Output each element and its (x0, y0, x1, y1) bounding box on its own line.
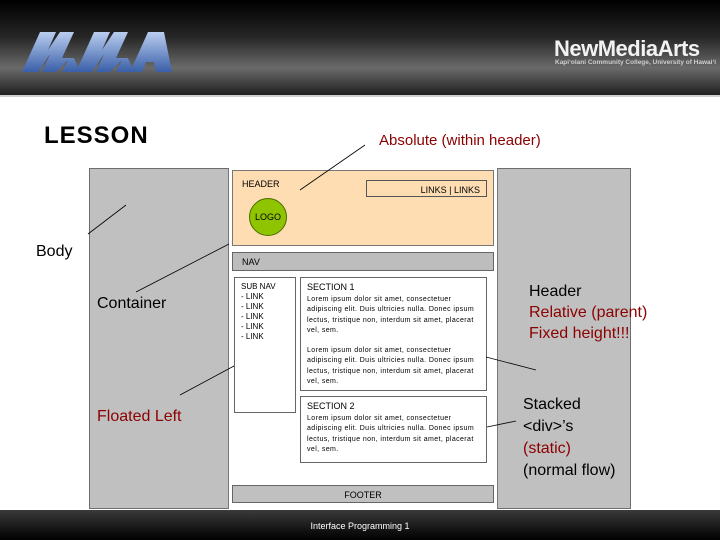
callout-container: Container (97, 295, 167, 312)
callout-stacked: Stacked (523, 396, 581, 413)
callout-floated-left: Floated Left (97, 408, 182, 425)
footer-box: FOOTER (232, 485, 494, 503)
section-1-paragraph: Lorem ipsum dolor sit amet, consectetuer adipiscing elit. Duis ultricies nulla. Donec ipsum lectus, tristique non, interdum sit amet, placerat vel, sem. (307, 346, 475, 385)
callout-body: Body (36, 243, 73, 260)
links-box[interactable]: LINKS | LINKS (366, 180, 487, 197)
subnav-link[interactable]: - LINK (241, 302, 264, 311)
subnav-link[interactable]: - LINK (241, 312, 264, 321)
brand-subtitle: Kapiʻolani Community College, University of Hawaiʻi (555, 59, 717, 66)
logo-circle: LOGO (249, 198, 287, 236)
callout-static: (static) (523, 440, 571, 457)
brand-name: NewMediaArts (554, 36, 700, 61)
callout-header-title: Header (529, 283, 582, 300)
section-1-title: SECTION 1 (307, 282, 355, 292)
callout-header-relative: Relative (parent) (529, 304, 648, 321)
subnav-link[interactable]: - LINK (241, 322, 264, 331)
callout-absolute: Absolute (within header) (379, 132, 541, 149)
section-1-paragraph: Lorem ipsum dolor sit amet, consectetuer adipiscing elit. Duis ultricies nulla. Donec ipsum lectus, tristique non, interdum sit amet, placerat vel, sem. (307, 295, 475, 334)
section-2-title: SECTION 2 (307, 401, 355, 411)
callout-stacked-divs: <div>’s (523, 418, 574, 435)
callout-normal-flow: (normal flow) (523, 462, 616, 479)
callout-header-fixed: Fixed height!!! (529, 325, 630, 342)
slide-title: LESSON (44, 122, 149, 149)
subnav-title: SUB NAV (241, 282, 276, 291)
course-footer-text: Interface Programming 1 (310, 521, 410, 531)
section-2-paragraph: Lorem ipsum dolor sit amet, consectetuer adipiscing elit. Duis ultricies nulla. Donec ipsum lectus, tristique non, interdum sit amet, placerat vel, sem. (307, 414, 475, 453)
nav-bar[interactable]: NAV (232, 252, 494, 271)
subnav-link[interactable]: - LINK (241, 292, 264, 301)
subnav-link[interactable]: - LINK (241, 332, 264, 341)
header-label: HEADER (242, 179, 280, 189)
